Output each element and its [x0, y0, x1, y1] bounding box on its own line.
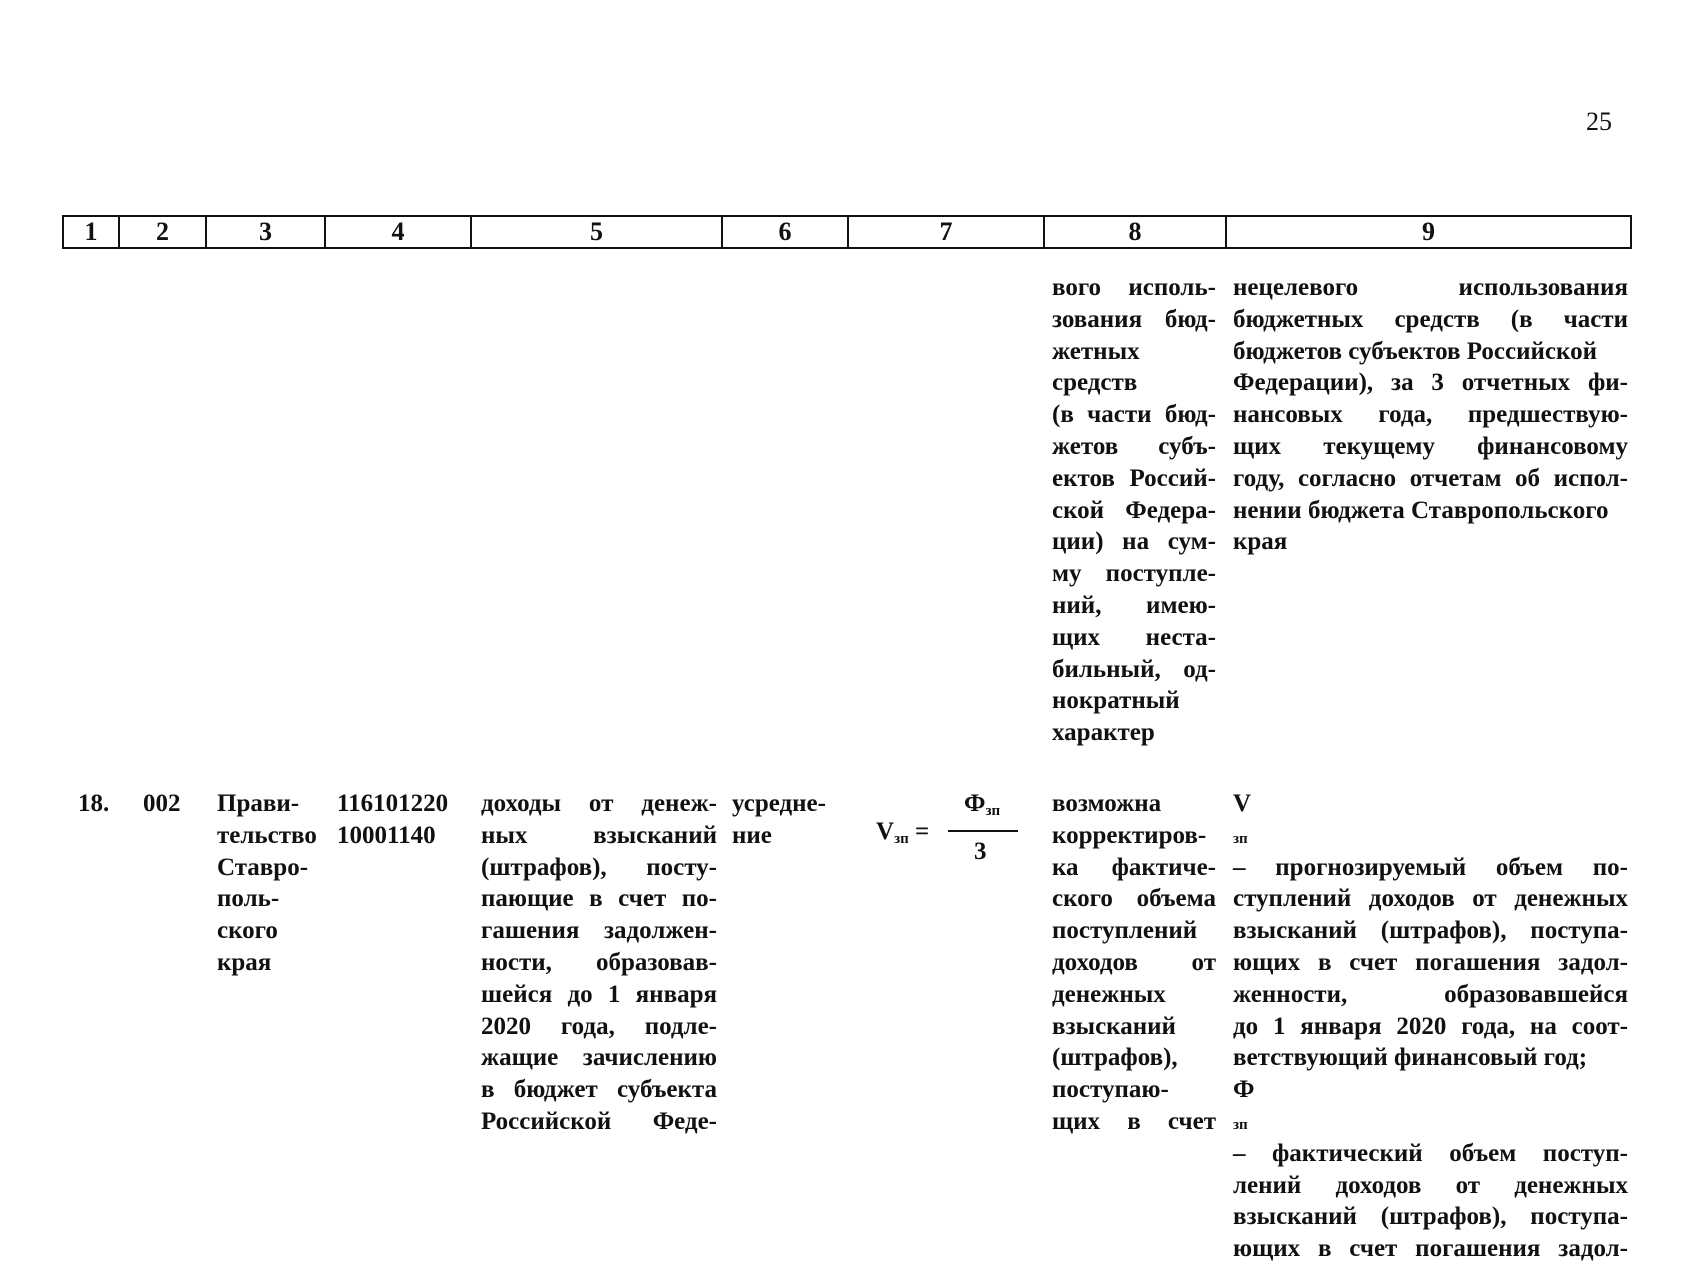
formula-lhs: V — [876, 818, 895, 845]
prev-row-col9: нецелевого использования бюджетных средств (в части бюджетов субъектов Российской Федерации), за 3 отчетных фи- нансовых года, предшествую- щих текущему финансовому году, согласно отчетам об испол- нении бюджета Ставропольского края — [1233, 274, 1628, 556]
row18-col8: возможна корректиров- ка фактиче- ского объема поступлений доходов от денежных взысканий (штрафов), поступаю- щих в счет — [1052, 790, 1216, 1135]
forecast-method: усредне- ние — [732, 790, 826, 849]
row-number: 18. — [78, 790, 110, 817]
formula-denominator: 3 — [974, 838, 987, 865]
page-number: 25 — [1586, 107, 1612, 136]
variable-v: V — [1233, 790, 1252, 817]
forecast-formula — [876, 788, 1026, 868]
variable-f: Ф — [1233, 1076, 1255, 1104]
formula-numerator-subscript: зп — [985, 803, 1001, 819]
column-number: 4 — [325, 216, 471, 248]
prev-row-col8: вого исполь- зования бюд- жетных средств (в части бюд- жетов субъ- ектов Россий- ской Федера- ции) на сум- му поступле- ний, имею- щих неста- бильный, од- нократный характер — [1052, 274, 1216, 747]
formula-numerator: Ф — [964, 790, 986, 817]
column-number: 5 — [471, 216, 722, 248]
row18-col9: V зп – прогнозируемый объем по- ступлений доходов от денежных взысканий (штрафов), поступа- ющих в счет погашения задол- женности, образовавшейся до 1 января 2020 года, на соот- ветствующий финансовый год; Ф зп – фактический объем поступ- лений доходов от денежных взысканий (штрафов), поступа- ющих в счет погашения задол- — [1233, 790, 1628, 1263]
budget-classification-code: 116101220 10001140 — [337, 790, 449, 849]
column-number: 9 — [1226, 216, 1631, 248]
column-number-header — [62, 215, 1632, 249]
formula-equals: = — [914, 818, 930, 845]
column-number: 7 — [848, 216, 1044, 248]
fraction-bar — [948, 830, 1018, 832]
administrator-name: Прави- тельство Ставро- поль- ского края — [217, 790, 317, 976]
column-number: 8 — [1044, 216, 1226, 248]
revenue-description: доходы от денеж- ных взысканий (штрафов), посту- пающие в счет по- гашения задолжен- ности, образовав- шейся до 1 января 2020 года, подле- жащие зачислению в бюджет субъекта Российской Феде- — [481, 790, 717, 1135]
column-number: 2 — [119, 216, 206, 248]
administrator-code: 002 — [143, 790, 181, 817]
column-number: 3 — [206, 216, 325, 248]
formula-lhs-subscript: зп — [894, 831, 909, 847]
column-number: 1 — [63, 216, 119, 248]
column-number: 6 — [722, 216, 848, 248]
